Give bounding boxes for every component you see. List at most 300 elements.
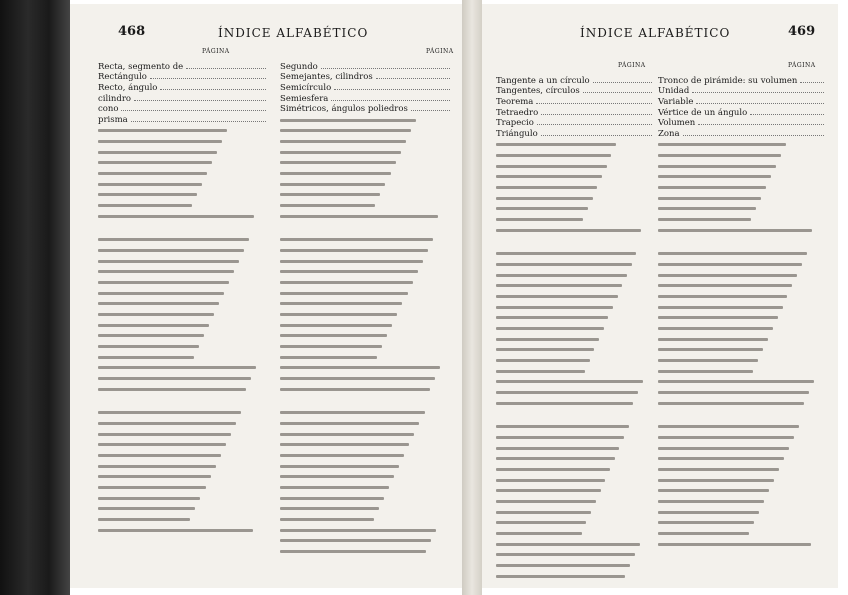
index-column: [98, 60, 266, 580]
text-placeholder: [280, 433, 414, 436]
dot-leader: [541, 132, 652, 136]
index-entry: [658, 162, 824, 170]
index-entry: [496, 314, 652, 322]
text-placeholder: [496, 575, 625, 578]
text-placeholder: [280, 388, 430, 391]
index-column: [496, 74, 652, 588]
index-entry: [658, 271, 824, 279]
text-placeholder: [658, 338, 768, 341]
text-placeholder: [98, 334, 204, 337]
text-placeholder: [658, 295, 787, 298]
text-placeholder: [98, 324, 209, 327]
index-entry: [496, 250, 652, 258]
index-entry: [658, 519, 824, 527]
index-entry: [658, 141, 824, 149]
text-placeholder: [280, 486, 389, 489]
text-placeholder: [98, 302, 219, 305]
text-placeholder: [496, 263, 632, 266]
index-entry: [280, 505, 450, 513]
text-placeholder: [98, 454, 221, 457]
text-placeholder: [658, 263, 802, 266]
text-placeholder: [496, 543, 640, 546]
index-entry: [98, 159, 266, 167]
text-placeholder: [658, 284, 792, 287]
index-entry: [98, 332, 266, 340]
text-placeholder: [658, 543, 811, 546]
text-placeholder: [280, 334, 387, 337]
index-entry-text: Unidad: [658, 86, 690, 97]
index-entry: [496, 519, 652, 527]
index-entry: [280, 202, 450, 210]
index-entry: [658, 303, 824, 311]
index-entry: [658, 184, 824, 192]
dot-leader: [800, 79, 824, 83]
text-placeholder: [496, 370, 585, 373]
text-placeholder: [658, 359, 758, 362]
index-entry-text: Tangentes, círculos: [496, 86, 580, 97]
text-placeholder: [496, 511, 591, 514]
text-placeholder: [658, 447, 789, 450]
index-entry-text: Rectángulo: [98, 72, 147, 83]
index-entry: [496, 540, 652, 548]
index-entry: [496, 260, 652, 268]
text-placeholder: [98, 238, 249, 241]
text-placeholder: [658, 380, 814, 383]
text-placeholder: [280, 507, 379, 510]
index-entry: [280, 430, 450, 438]
text-placeholder: [98, 465, 216, 468]
index-entry-text: Volumen: [658, 118, 696, 129]
index-entry: [658, 423, 824, 431]
index-entry: [280, 516, 450, 524]
text-placeholder: [658, 402, 804, 405]
index-entry: [658, 216, 824, 224]
index-entry: [496, 130, 652, 138]
index-entry: [98, 63, 266, 71]
index-entry: [496, 303, 652, 311]
text-placeholder: [658, 143, 786, 146]
index-entry: [658, 476, 824, 484]
text-placeholder: [280, 465, 399, 468]
index-entry: [98, 484, 266, 492]
text-placeholder: [496, 327, 604, 330]
index-entry-text: Semicírculo: [280, 83, 332, 94]
index-entry: [658, 357, 824, 365]
text-placeholder: [98, 475, 211, 478]
section-gap: [658, 237, 824, 247]
index-entry: [98, 385, 266, 393]
index-entry: [98, 343, 266, 351]
index-entry: [280, 353, 450, 361]
column-header: PÁGINA: [202, 48, 230, 55]
text-placeholder: [280, 183, 385, 186]
index-entry: [496, 389, 652, 397]
text-placeholder: [658, 511, 759, 514]
index-entry: [658, 498, 824, 506]
index-entry: [496, 455, 652, 463]
index-entry: [496, 399, 652, 407]
index-entry-text: Variable: [658, 97, 694, 108]
text-placeholder: [658, 425, 799, 428]
index-entry: [98, 375, 266, 383]
text-placeholder: [98, 497, 200, 500]
index-entry: [658, 325, 824, 333]
index-entry-text: Semejantes, cilindros: [280, 72, 373, 83]
dot-leader: [696, 100, 824, 104]
text-placeholder: [98, 313, 214, 316]
text-placeholder: [496, 425, 629, 428]
index-entry: [98, 419, 266, 427]
index-entry-text: Triángulo: [496, 129, 538, 140]
index-entry: [280, 95, 450, 103]
index-entry-text: Zona: [658, 129, 680, 140]
text-placeholder: [496, 391, 638, 394]
index-entry: [496, 226, 652, 234]
index-entry: [98, 268, 266, 276]
index-entry: [496, 367, 652, 375]
text-placeholder: [658, 165, 776, 168]
index-entry: [280, 138, 450, 146]
index-entry: [98, 364, 266, 372]
index-entry: [280, 170, 450, 178]
text-placeholder: [496, 165, 607, 168]
index-entry: [280, 84, 450, 92]
text-placeholder: [98, 292, 224, 295]
text-placeholder: [496, 348, 594, 351]
index-entry: [280, 278, 450, 286]
text-placeholder: [658, 229, 812, 232]
index-entry: [496, 119, 652, 127]
text-placeholder: [280, 151, 401, 154]
text-placeholder: [496, 306, 613, 309]
text-placeholder: [658, 521, 754, 524]
index-entry: [496, 551, 652, 559]
index-entry: [280, 409, 450, 417]
text-placeholder: [98, 366, 256, 369]
text-placeholder: [98, 486, 206, 489]
text-placeholder: [98, 529, 253, 532]
index-entry: [496, 423, 652, 431]
dot-leader: [537, 121, 652, 125]
index-entry: [98, 84, 266, 92]
text-placeholder: [496, 143, 616, 146]
index-entry: [496, 98, 652, 106]
index-entry: [280, 300, 450, 308]
index-entry: [280, 148, 450, 156]
index-entry: [98, 95, 266, 103]
text-placeholder: [280, 475, 394, 478]
text-placeholder: [496, 197, 593, 200]
index-entry: [280, 494, 450, 502]
index-entry: [496, 194, 652, 202]
index-entry: [496, 572, 652, 580]
text-placeholder: [496, 218, 583, 221]
text-placeholder: [280, 497, 384, 500]
text-placeholder: [98, 129, 227, 132]
index-entry: [98, 473, 266, 481]
text-placeholder: [496, 447, 619, 450]
text-placeholder: [496, 295, 618, 298]
book-gutter: [462, 0, 482, 595]
index-entry: [98, 516, 266, 524]
index-entry: [98, 105, 266, 113]
text-placeholder: [280, 313, 397, 316]
page-number: 468: [118, 24, 146, 39]
dot-leader: [750, 111, 824, 115]
text-placeholder: [280, 366, 440, 369]
dot-leader: [593, 79, 652, 83]
text-placeholder: [658, 186, 766, 189]
index-entry: [658, 152, 824, 160]
text-placeholder: [658, 306, 783, 309]
index-entry: [496, 378, 652, 386]
text-placeholder: [658, 327, 773, 330]
index-entry-text: Simétricos, ángulos poliedros: [280, 104, 408, 115]
index-entry: [496, 205, 652, 213]
text-placeholder: [280, 454, 404, 457]
index-entry: [98, 127, 266, 135]
book-spine: [0, 0, 70, 595]
index-entry: [658, 487, 824, 495]
index-entry: [280, 548, 450, 556]
text-placeholder: [280, 193, 380, 196]
index-entry: [496, 325, 652, 333]
index-entry: [496, 346, 652, 354]
index-entry: [658, 226, 824, 234]
text-placeholder: [496, 532, 582, 535]
text-placeholder: [496, 489, 601, 492]
text-placeholder: [98, 388, 246, 391]
text-placeholder: [98, 140, 222, 143]
index-entry: [496, 498, 652, 506]
text-placeholder: [658, 500, 764, 503]
index-entry-text: cono: [98, 104, 119, 115]
index-entry: [496, 87, 652, 95]
dot-leader: [698, 121, 824, 125]
index-entry: [280, 127, 450, 135]
index-entry-text: Tetraedro: [496, 107, 539, 118]
text-placeholder: [98, 193, 197, 196]
text-placeholder: [98, 507, 195, 510]
index-entry: [280, 268, 450, 276]
text-placeholder: [280, 119, 416, 122]
index-entry-text: Trapecio: [496, 118, 534, 129]
text-placeholder: [98, 518, 190, 521]
index-entry: [658, 87, 824, 95]
text-placeholder: [496, 553, 635, 556]
index-entry: [658, 109, 824, 117]
text-placeholder: [280, 281, 413, 284]
index-entry: [658, 98, 824, 106]
index-entry: [496, 487, 652, 495]
index-entry-text: Recto, ángulo: [98, 83, 158, 94]
index-entry: [658, 260, 824, 268]
text-placeholder: [658, 468, 779, 471]
left-page: [70, 4, 462, 588]
index-entry: [98, 321, 266, 329]
text-placeholder: [496, 380, 643, 383]
text-placeholder: [280, 215, 438, 218]
text-placeholder: [496, 316, 608, 319]
index-entry: [98, 170, 266, 178]
running-title: ÍNDICE ALFABÉTICO: [218, 26, 369, 40]
text-placeholder: [98, 281, 229, 284]
text-placeholder: [496, 359, 590, 362]
index-entry: [280, 246, 450, 254]
text-placeholder: [496, 338, 599, 341]
text-placeholder: [658, 436, 794, 439]
text-placeholder: [98, 204, 192, 207]
text-placeholder: [658, 479, 774, 482]
text-placeholder: [98, 422, 236, 425]
text-placeholder: [98, 411, 241, 414]
index-entry: [98, 430, 266, 438]
text-placeholder: [496, 229, 641, 232]
index-entry: [280, 364, 450, 372]
text-placeholder: [496, 402, 633, 405]
text-placeholder: [98, 215, 254, 218]
index-entry: [496, 141, 652, 149]
index-entry: [280, 537, 450, 545]
dot-leader: [536, 100, 652, 104]
index-entry: [658, 508, 824, 516]
index-entry: [658, 335, 824, 343]
index-entry: [658, 77, 824, 85]
index-entry: [658, 130, 824, 138]
text-placeholder: [280, 140, 406, 143]
text-placeholder: [496, 284, 622, 287]
index-entry: [98, 451, 266, 459]
index-entry: [280, 180, 450, 188]
text-placeholder: [496, 274, 627, 277]
index-entry: [98, 462, 266, 470]
index-entry: [280, 526, 450, 534]
index-entry: [280, 441, 450, 449]
text-placeholder: [98, 377, 251, 380]
index-entry: [280, 191, 450, 199]
index-entry-text: Recta, segmento de: [98, 61, 184, 72]
text-placeholder: [496, 479, 605, 482]
index-entry: [98, 202, 266, 210]
index-entry: [658, 282, 824, 290]
text-placeholder: [658, 218, 751, 221]
text-placeholder: [496, 468, 610, 471]
index-entry: [496, 184, 652, 192]
dot-leader: [150, 75, 266, 79]
text-placeholder: [98, 443, 226, 446]
text-placeholder: [280, 324, 392, 327]
text-placeholder: [280, 161, 396, 164]
index-entry: [658, 173, 824, 181]
index-entry: [496, 292, 652, 300]
index-entry: [496, 271, 652, 279]
index-entry: [658, 540, 824, 548]
index-column: [280, 60, 450, 580]
text-placeholder: [280, 270, 418, 273]
dot-leader: [131, 118, 266, 122]
index-entry: [280, 311, 450, 319]
index-entry: [98, 278, 266, 286]
text-placeholder: [658, 489, 769, 492]
text-placeholder: [496, 186, 597, 189]
index-entry: [98, 212, 266, 220]
section-gap: [98, 396, 266, 406]
index-entry-text: Tronco de pirámide: su volumen: [658, 75, 798, 86]
index-entry-text: Segundo: [280, 61, 318, 72]
dot-leader: [160, 86, 266, 90]
column-header: PÁGINA: [788, 62, 816, 69]
column-header: PÁGINA: [426, 48, 454, 55]
index-entry: [496, 77, 652, 85]
index-entry: [658, 205, 824, 213]
index-entry: [280, 343, 450, 351]
running-title: ÍNDICE ALFABÉTICO: [580, 26, 731, 40]
text-placeholder: [658, 207, 756, 210]
dot-leader: [541, 111, 652, 115]
index-entry: [98, 236, 266, 244]
text-placeholder: [98, 161, 212, 164]
text-placeholder: [98, 183, 202, 186]
index-entry: [98, 353, 266, 361]
index-entry: [280, 473, 450, 481]
section-gap: [280, 396, 450, 406]
index-entry: [658, 314, 824, 322]
index-entry: [280, 385, 450, 393]
text-placeholder: [280, 443, 409, 446]
index-entry: [98, 148, 266, 156]
index-entry: [98, 246, 266, 254]
dot-leader: [683, 132, 824, 136]
text-placeholder: [658, 316, 778, 319]
index-entry: [496, 530, 652, 538]
index-entry: [98, 116, 266, 124]
text-placeholder: [98, 433, 231, 436]
index-entry: [98, 311, 266, 319]
text-placeholder: [496, 252, 636, 255]
index-entry: [280, 375, 450, 383]
text-placeholder: [496, 500, 596, 503]
index-entry: [280, 289, 450, 297]
index-entry: [658, 194, 824, 202]
index-entry: [98, 494, 266, 502]
index-entry: [658, 378, 824, 386]
index-entry: [658, 465, 824, 473]
text-placeholder: [658, 175, 771, 178]
text-placeholder: [496, 521, 586, 524]
index-entry-text: cilindro: [98, 93, 132, 104]
index-entry: [98, 409, 266, 417]
section-gap: [98, 223, 266, 233]
index-entry: [98, 180, 266, 188]
index-entry-text: prisma: [98, 115, 128, 126]
index-entry: [658, 530, 824, 538]
index-entry: [280, 451, 450, 459]
text-placeholder: [98, 356, 194, 359]
index-entry: [280, 212, 450, 220]
index-column: [658, 74, 824, 588]
index-entry: [658, 119, 824, 127]
index-entry: [280, 332, 450, 340]
index-entry: [658, 367, 824, 375]
section-gap: [280, 223, 450, 233]
index-entry: [496, 444, 652, 452]
dot-leader: [331, 97, 450, 101]
index-entry: [280, 419, 450, 427]
index-entry: [98, 526, 266, 534]
text-placeholder: [496, 207, 588, 210]
index-entry: [496, 216, 652, 224]
text-placeholder: [496, 154, 611, 157]
